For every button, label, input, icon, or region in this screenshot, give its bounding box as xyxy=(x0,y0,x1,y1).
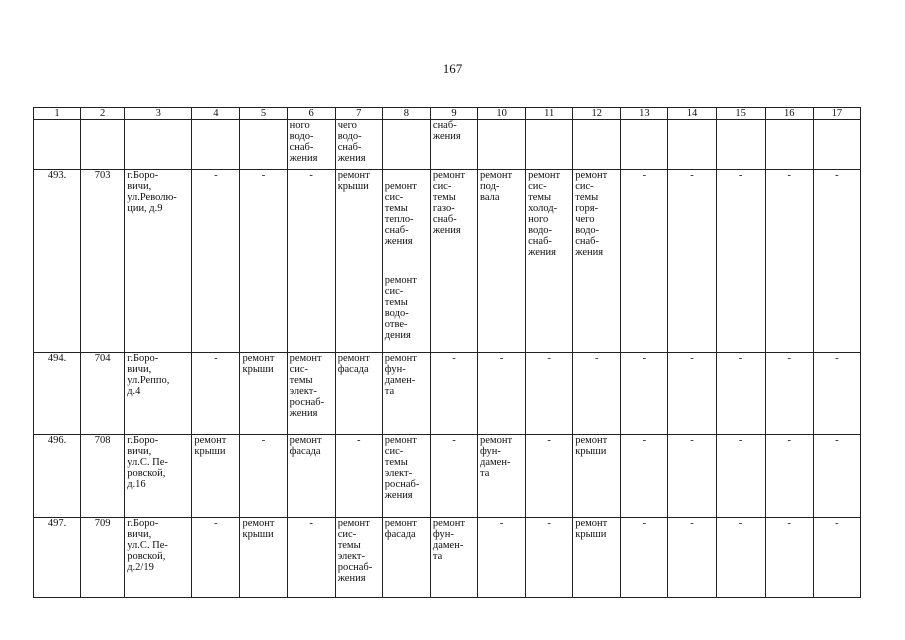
table-cell: - xyxy=(621,435,668,518)
column-number: 13 xyxy=(621,108,668,120)
address-cell: г.Боро- вичи, ул.С. Пе- ровской, д.2/19 xyxy=(125,518,192,598)
row-number: 496. xyxy=(34,435,81,518)
address-cell: г.Боро- вичи, ул.Реппо, д.4 xyxy=(125,353,192,435)
table-cell: ремонт крыши xyxy=(573,435,621,518)
table-cell: - xyxy=(813,170,860,353)
table-cell: - xyxy=(287,170,335,353)
table-cell xyxy=(382,170,430,353)
address-cell: г.Боро- вичи, ул.Револю- ции, д.9 xyxy=(125,170,192,353)
table-cell: ремонт фун- дамен- та xyxy=(382,353,430,435)
table-cell: - xyxy=(765,170,813,353)
building-code: 703 xyxy=(81,170,125,353)
table-cell: - xyxy=(668,170,716,353)
table-cell: - xyxy=(621,353,668,435)
repair-schedule-table xyxy=(33,107,861,598)
table-cell: - xyxy=(526,518,573,598)
table-row xyxy=(34,353,861,435)
table-cell: ремонт крыши xyxy=(335,170,382,353)
column-number: 3 xyxy=(125,108,192,120)
table-cell: - xyxy=(478,518,526,598)
table-cell: - xyxy=(240,170,287,353)
table-cell: - xyxy=(240,435,287,518)
building-code: 704 xyxy=(81,353,125,435)
column-number: 6 xyxy=(287,108,335,120)
column-number-row xyxy=(34,108,861,120)
table-row xyxy=(34,518,861,598)
row-number: 497. xyxy=(34,518,81,598)
column-number: 8 xyxy=(382,108,430,120)
table-cell: ремонт сис- темы горя- чего водо- снаб- жения xyxy=(573,170,621,353)
column-number: 12 xyxy=(573,108,621,120)
table-cell: снаб- жения xyxy=(430,120,477,170)
table-cell: - xyxy=(813,518,860,598)
table-cell: - xyxy=(716,170,765,353)
table-cell: - xyxy=(668,353,716,435)
table-cell: ремонт фасада xyxy=(335,353,382,435)
table-cell: - xyxy=(573,353,621,435)
column-number: 5 xyxy=(240,108,287,120)
table-cell: ремонт сис- темы элект- роснаб- жения xyxy=(287,353,335,435)
table-cell: - xyxy=(335,435,382,518)
row-number: 494. xyxy=(34,353,81,435)
column-number: 2 xyxy=(81,108,125,120)
column-number: 9 xyxy=(430,108,477,120)
column-number: 7 xyxy=(335,108,382,120)
building-code: 709 xyxy=(81,518,125,598)
table-cell: ремонт сис- темы элект- роснаб- жения xyxy=(382,435,430,518)
table-cell: ремонт фасада xyxy=(382,518,430,598)
column-number: 11 xyxy=(526,108,573,120)
table-cell: - xyxy=(668,518,716,598)
table-cell: ного водо- снаб- жения xyxy=(287,120,335,170)
building-code: 708 xyxy=(81,435,125,518)
table-cell: - xyxy=(765,353,813,435)
table-cell: - xyxy=(668,435,716,518)
table-cell: - xyxy=(192,170,240,353)
table-cell: - xyxy=(716,518,765,598)
table-cell: ремонт сис- темы газо- снаб- жения xyxy=(430,170,477,353)
table-cell: ремонт крыши xyxy=(192,435,240,518)
column-number: 15 xyxy=(716,108,765,120)
table-cell: - xyxy=(430,435,477,518)
table-cell: - xyxy=(765,435,813,518)
table-cell: ремонт фун- дамен- та xyxy=(478,435,526,518)
table-cell: ремонт фун- дамен- та xyxy=(430,518,477,598)
table-cell: ремонт крыши xyxy=(240,353,287,435)
table-cell: - xyxy=(813,353,860,435)
table-cell: - xyxy=(716,435,765,518)
table-cell: - xyxy=(716,353,765,435)
address-cell: г.Боро- вичи, ул.С. Пе- ровской, д.16 xyxy=(125,435,192,518)
table-cell: - xyxy=(621,518,668,598)
table-cell: - xyxy=(192,518,240,598)
table-cell: - xyxy=(430,353,477,435)
table-cell: - xyxy=(526,435,573,518)
table-cell: чего водо- снаб- жения xyxy=(335,120,382,170)
column-number: 4 xyxy=(192,108,240,120)
table-cell: ремонт крыши xyxy=(573,518,621,598)
table-cell: - xyxy=(765,518,813,598)
column-number: 17 xyxy=(813,108,860,120)
column-number: 10 xyxy=(478,108,526,120)
table-cell: - xyxy=(478,353,526,435)
work-item: ремонт сис- темы водо- отве- дения xyxy=(384,275,417,341)
continuation-row xyxy=(34,120,861,170)
work-item: ремонт сис- темы тепло- снаб- жения xyxy=(384,181,417,247)
row-number: 493. xyxy=(34,170,81,353)
table-cell: - xyxy=(526,353,573,435)
table-row xyxy=(34,170,861,353)
table-cell: ремонт фасада xyxy=(287,435,335,518)
table-cell: - xyxy=(813,435,860,518)
column-number: 14 xyxy=(668,108,716,120)
table-cell: - xyxy=(621,170,668,353)
table-cell: ремонт сис- темы элект- роснаб- жения xyxy=(335,518,382,598)
column-number: 16 xyxy=(765,108,813,120)
page-number: 167 xyxy=(442,61,463,76)
table-cell: ремонт сис- темы холод- ного водо- снаб- жения xyxy=(526,170,573,353)
column-number: 1 xyxy=(34,108,81,120)
table-cell: ремонт под- вала xyxy=(478,170,526,353)
table-cell: - xyxy=(287,518,335,598)
table-row xyxy=(34,435,861,518)
table-cell: ремонт крыши xyxy=(240,518,287,598)
table-cell: - xyxy=(192,353,240,435)
